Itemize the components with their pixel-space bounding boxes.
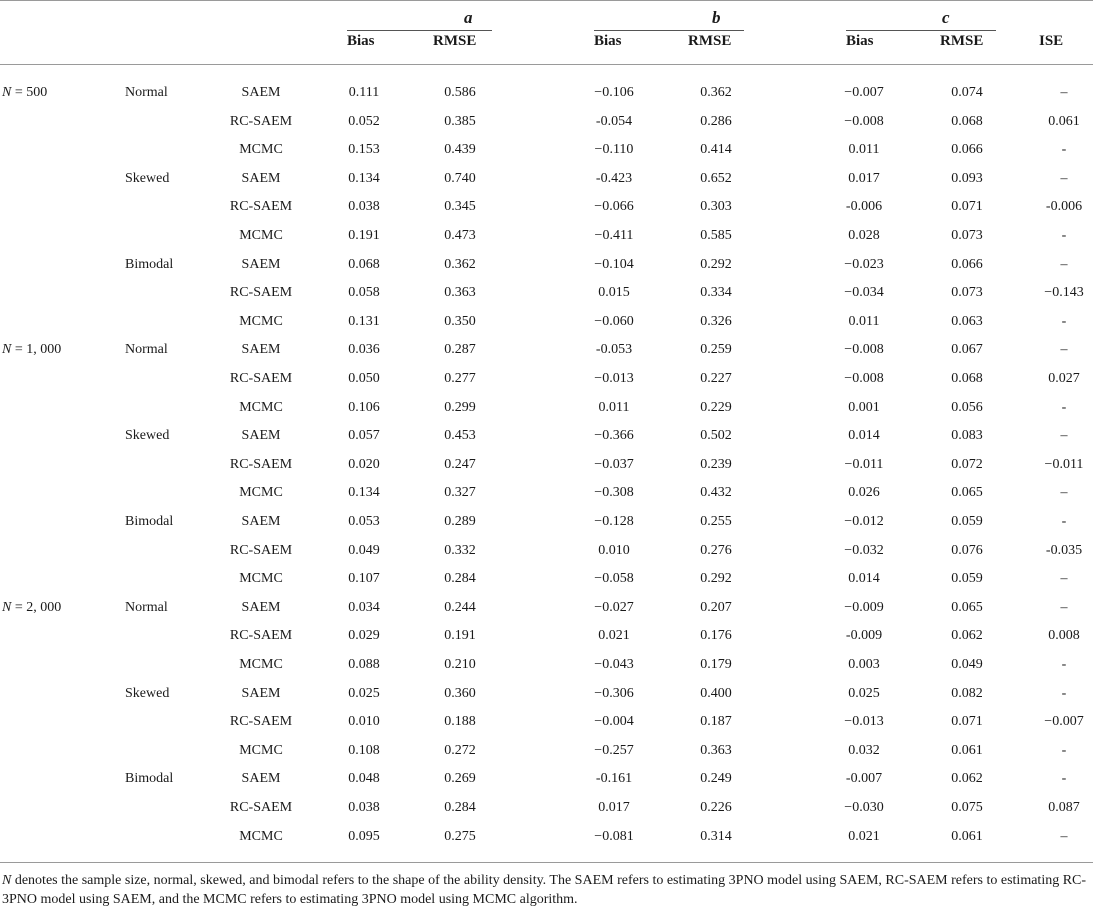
cell-b-bias: −0.066 [594,199,634,214]
cell-method: MCMC [239,485,283,500]
cell-b-bias: −0.013 [594,371,634,386]
cell-c-bias: -0.006 [845,199,883,214]
cell-b-bias: 0.021 [598,628,630,643]
cell-b-rmse: 0.255 [700,514,732,529]
cell-c-bias: −0.007 [844,85,884,100]
cell-method: MCMC [239,228,283,243]
cell-a-rmse: 0.360 [444,686,476,701]
cell-a-bias: 0.111 [348,85,380,100]
cell-ise: – [1060,485,1068,500]
cell-method: MCMC [239,657,283,672]
cell-c-bias: 0.025 [848,686,880,701]
cell-ise: – [1060,85,1068,100]
cell-ise: – [1060,600,1068,615]
cell-b-rmse: 0.207 [700,600,732,615]
cell-a-bias: 0.068 [348,257,380,272]
cell-distribution: Skewed [125,686,170,701]
cell-a-bias: 0.036 [348,342,380,357]
cell-b-bias: −0.110 [594,142,634,157]
cell-b-rmse: 0.292 [700,257,732,272]
cell-a-rmse: 0.439 [444,142,476,157]
cell-c-rmse: 0.061 [951,829,983,844]
cell-ise: 0.061 [1048,114,1080,129]
cell-c-bias: −0.034 [844,285,884,300]
cell-c-bias: 0.011 [848,142,880,157]
cell-a-bias: 0.153 [348,142,380,157]
cell-b-rmse: 0.286 [700,114,732,129]
cell-distribution: Bimodal [125,771,174,786]
cell-distribution: Normal [125,85,168,100]
cell-c-rmse: 0.063 [951,314,983,329]
cell-a-rmse: 0.244 [444,600,476,615]
cell-a-bias: 0.029 [348,628,380,643]
header-ise: ISE [1039,33,1064,49]
cell-c-rmse: 0.065 [951,600,983,615]
cell-ise: −0.007 [1044,714,1084,729]
cell-method: MCMC [239,829,283,844]
cell-b-rmse: 0.179 [700,657,732,672]
cell-a-bias: 0.025 [348,686,380,701]
cell-a-rmse: 0.188 [444,714,476,729]
cell-method: RC-SAEM [229,628,293,643]
cell-a-rmse: 0.269 [444,771,476,786]
cell-b-rmse: 0.314 [700,829,732,844]
cell-a-bias: 0.053 [348,514,380,529]
cell-ise: - [1061,743,1067,758]
header-a-bias: Bias [347,33,375,49]
cell-method: SAEM [241,85,281,100]
cell-a-bias: 0.038 [348,800,380,815]
cell-b-rmse: 0.363 [700,743,732,758]
cell-c-rmse: 0.083 [951,428,983,443]
cell-a-rmse: 0.740 [444,171,476,186]
cell-ise: - [1061,228,1067,243]
cell-a-rmse: 0.327 [444,485,476,500]
cell-ise: – [1060,829,1068,844]
cell-a-rmse: 0.284 [444,571,476,586]
cell-a-rmse: 0.284 [444,800,476,815]
top-rule [0,0,1093,1]
header-a-rmse: RMSE [433,33,477,49]
cell-b-bias: 0.010 [598,543,630,558]
cell-method: RC-SAEM [229,457,293,472]
cell-distribution: Normal [125,342,168,357]
cell-b-rmse: 0.276 [700,543,732,558]
cell-a-bias: 0.106 [348,400,380,415]
cell-b-bias: −0.306 [594,686,634,701]
cell-ise: - [1061,400,1067,415]
cell-method: SAEM [241,771,281,786]
cell-c-rmse: 0.056 [951,400,983,415]
header-b-rmse: RMSE [688,33,732,49]
cell-a-bias: 0.058 [348,285,380,300]
cell-b-bias: -0.053 [595,342,633,357]
cell-b-bias: −0.104 [594,257,634,272]
cell-a-bias: 0.048 [348,771,380,786]
cell-c-rmse: 0.066 [951,142,983,157]
cell-distribution: Skewed [125,171,170,186]
cell-method: SAEM [241,686,281,701]
cell-a-rmse: 0.586 [444,85,476,100]
cell-method: MCMC [239,400,283,415]
footnote-italic-n: N [2,873,12,888]
cell-b-bias: 0.011 [598,400,630,415]
cell-b-rmse: 0.585 [700,228,732,243]
cell-c-bias: -0.009 [845,628,883,643]
cell-c-rmse: 0.049 [951,657,983,672]
cell-ise: −0.143 [1044,285,1084,300]
cell-b-bias: −0.081 [594,829,634,844]
cell-b-bias: −0.004 [594,714,634,729]
cell-ise: 0.027 [1048,371,1080,386]
footnote-text: denotes the sample size, normal, skewed, and bimodal refers to the shape of the ability density. The SAEM refers to estimating 3PNO model using SAEM, RC-SAEM refers to estimating RC-3PNO model using SAEM, and the MCMC refers to estimating 3PNO model using MCMC algorithm. [2,873,1087,907]
cell-c-rmse: 0.059 [951,571,983,586]
cell-a-rmse: 0.453 [444,428,476,443]
cell-c-bias: −0.032 [844,543,884,558]
cell-a-rmse: 0.362 [444,257,476,272]
cell-distribution: Bimodal [125,257,174,272]
cell-ise: – [1060,171,1068,186]
cell-method: SAEM [241,257,281,272]
cell-ise: - [1061,686,1067,701]
cell-c-rmse: 0.082 [951,686,983,701]
cell-method: MCMC [239,571,283,586]
cell-c-bias: −0.008 [844,371,884,386]
cell-a-bias: 0.034 [348,600,380,615]
cell-a-bias: 0.010 [348,714,380,729]
header-c-bias: Bias [846,33,874,49]
cell-c-bias: −0.012 [844,514,884,529]
cell-c-rmse: 0.061 [951,743,983,758]
cell-c-bias: 0.014 [848,428,880,443]
cell-a-rmse: 0.473 [444,228,476,243]
cell-c-bias: −0.011 [844,457,884,472]
cell-a-bias: 0.050 [348,371,380,386]
cell-c-rmse: 0.062 [951,771,983,786]
cell-a-bias: 0.057 [348,428,380,443]
cell-ise: – [1060,342,1068,357]
cell-c-bias: 0.014 [848,571,880,586]
table-bottom-rule [0,862,1093,863]
header-b-bias: Bias [594,33,622,49]
cell-b-bias: −0.037 [594,457,634,472]
cell-c-rmse: 0.093 [951,171,983,186]
header-c-rmse: RMSE [940,33,984,49]
cell-c-rmse: 0.071 [951,714,983,729]
cell-b-rmse: 0.292 [700,571,732,586]
cell-a-rmse: 0.275 [444,829,476,844]
cell-ise: – [1060,428,1068,443]
cell-b-rmse: 0.249 [700,771,732,786]
cell-method: SAEM [241,600,281,615]
cell-ise: 0.087 [1048,800,1080,815]
cell-c-bias: 0.011 [848,314,880,329]
cell-ise: -0.006 [1045,199,1083,214]
cell-b-bias: −0.308 [594,485,634,500]
cell-c-rmse: 0.076 [951,543,983,558]
cell-c-bias: −0.008 [844,114,884,129]
cell-b-bias: −0.060 [594,314,634,329]
cell-b-bias: 0.015 [598,285,630,300]
cell-ise: - [1061,657,1067,672]
cell-b-rmse: 0.239 [700,457,732,472]
cell-sample-size: N = 500 [2,85,48,100]
cell-b-bias: −0.106 [594,85,634,100]
cell-c-rmse: 0.062 [951,628,983,643]
cell-ise: – [1060,571,1068,586]
header-group-b: b [712,8,721,27]
cell-a-rmse: 0.363 [444,285,476,300]
cell-c-bias: 0.026 [848,485,880,500]
cell-c-rmse: 0.065 [951,485,983,500]
cell-b-rmse: 0.362 [700,85,732,100]
cell-c-rmse: 0.068 [951,371,983,386]
cell-c-bias: 0.017 [848,171,880,186]
cell-ise: 0.008 [1048,628,1080,643]
cell-c-bias: 0.003 [848,657,880,672]
cell-a-bias: 0.134 [348,485,380,500]
cell-a-bias: 0.038 [348,199,380,214]
cell-distribution: Bimodal [125,514,174,529]
cell-a-bias: 0.049 [348,543,380,558]
cell-method: RC-SAEM [229,543,293,558]
cell-b-bias: −0.128 [594,514,634,529]
cell-a-bias: 0.052 [348,114,380,129]
cell-c-rmse: 0.074 [951,85,983,100]
cell-a-rmse: 0.385 [444,114,476,129]
cell-b-rmse: 0.229 [700,400,732,415]
cell-method: RC-SAEM [229,800,293,815]
cell-a-rmse: 0.272 [444,743,476,758]
cell-b-bias: −0.411 [594,228,634,243]
table-footnote [2,871,1092,909]
cell-method: SAEM [241,514,281,529]
cell-b-rmse: 0.303 [700,199,732,214]
cell-ise: - [1061,771,1067,786]
cell-a-rmse: 0.247 [444,457,476,472]
cell-b-rmse: 0.400 [700,686,732,701]
cell-c-rmse: 0.067 [951,342,983,357]
cell-b-rmse: 0.414 [700,142,732,157]
cell-b-rmse: 0.176 [700,628,732,643]
cell-b-rmse: 0.334 [700,285,732,300]
header-group-a: a [464,8,473,27]
cell-c-bias: 0.032 [848,743,880,758]
cell-a-bias: 0.131 [348,314,380,329]
cell-c-bias: 0.021 [848,829,880,844]
cell-method: RC-SAEM [229,114,293,129]
cell-c-bias: −0.030 [844,800,884,815]
cell-b-rmse: 0.259 [700,342,732,357]
cell-c-rmse: 0.073 [951,285,983,300]
cell-a-bias: 0.108 [348,743,380,758]
cell-a-rmse: 0.345 [444,199,476,214]
cell-a-bias: 0.020 [348,457,380,472]
cell-b-bias: −0.257 [594,743,634,758]
cell-distribution: Skewed [125,428,170,443]
cell-a-bias: 0.088 [348,657,380,672]
cell-a-rmse: 0.191 [444,628,476,643]
cell-method: SAEM [241,342,281,357]
cell-c-rmse: 0.066 [951,257,983,272]
cell-a-rmse: 0.332 [444,543,476,558]
cell-c-rmse: 0.059 [951,514,983,529]
cell-b-rmse: 0.226 [700,800,732,815]
cell-b-bias: −0.027 [594,600,634,615]
cell-b-bias: -0.423 [595,171,633,186]
cell-c-bias: −0.008 [844,342,884,357]
cell-c-bias: 0.001 [848,400,880,415]
cell-a-bias: 0.134 [348,171,380,186]
cell-b-bias: -0.054 [595,114,633,129]
cell-b-bias: −0.058 [594,571,634,586]
cell-method: MCMC [239,743,283,758]
cell-b-bias: −0.366 [594,428,634,443]
cell-ise: - [1061,314,1067,329]
cell-c-bias: −0.023 [844,257,884,272]
cell-method: SAEM [241,428,281,443]
cell-c-rmse: 0.072 [951,457,983,472]
cell-b-bias: −0.043 [594,657,634,672]
cell-b-rmse: 0.432 [700,485,732,500]
cell-b-rmse: 0.227 [700,371,732,386]
header-group-c: c [942,8,950,27]
cell-b-rmse: 0.652 [700,171,732,186]
cell-b-bias: -0.161 [595,771,633,786]
header-bottom-rule [0,64,1093,65]
cell-method: RC-SAEM [229,199,293,214]
cell-ise: – [1060,257,1068,272]
cell-method: RC-SAEM [229,285,293,300]
cell-a-rmse: 0.299 [444,400,476,415]
cell-sample-size: N = 2, 000 [2,600,62,615]
cell-a-bias: 0.095 [348,829,380,844]
cell-method: MCMC [239,142,283,157]
cell-c-bias: 0.028 [848,228,880,243]
cell-a-rmse: 0.277 [444,371,476,386]
cell-c-bias: −0.013 [844,714,884,729]
cell-c-rmse: 0.075 [951,800,983,815]
cell-c-rmse: 0.068 [951,114,983,129]
cell-distribution: Normal [125,600,168,615]
cell-ise: - [1061,514,1067,529]
cell-a-bias: 0.191 [348,228,380,243]
cell-a-rmse: 0.289 [444,514,476,529]
cell-b-rmse: 0.326 [700,314,732,329]
cell-method: SAEM [241,171,281,186]
cell-c-rmse: 0.071 [951,199,983,214]
cell-ise: - [1061,142,1067,157]
cell-c-rmse: 0.073 [951,228,983,243]
cell-sample-size: N = 1, 000 [2,342,62,357]
cell-b-rmse: 0.502 [700,428,732,443]
cell-method: MCMC [239,314,283,329]
cell-a-bias: 0.107 [348,571,380,586]
cell-b-bias: 0.017 [598,800,630,815]
cell-ise: -0.035 [1045,543,1083,558]
cell-method: RC-SAEM [229,714,293,729]
cell-c-bias: -0.007 [845,771,883,786]
cell-b-rmse: 0.187 [700,714,732,729]
cell-a-rmse: 0.350 [444,314,476,329]
cell-a-rmse: 0.210 [444,657,476,672]
cell-c-bias: −0.009 [844,600,884,615]
cell-ise: −0.011 [1044,457,1084,472]
cell-a-rmse: 0.287 [444,342,476,357]
cell-method: RC-SAEM [229,371,293,386]
